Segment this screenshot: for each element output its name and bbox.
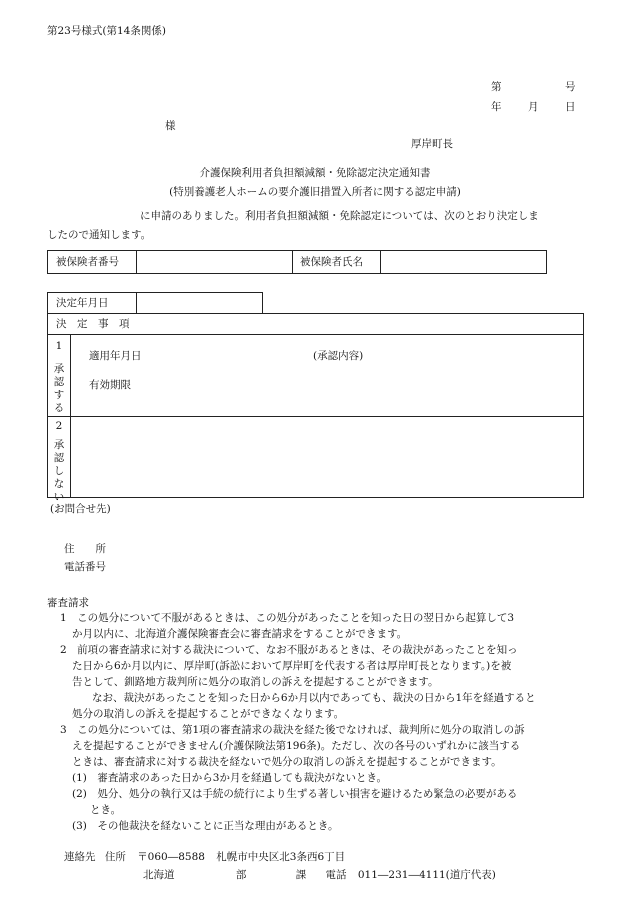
approve-side-label xyxy=(48,363,70,415)
disapprove-side-char: 承 xyxy=(53,439,65,451)
text-line: 処分の取消しの訴えを提起することができなくなります。 xyxy=(72,708,345,720)
document-number-suffix: 号 xyxy=(565,81,576,93)
form-number: 第23号様式(第14条関係) xyxy=(47,25,166,37)
document-number-label: 第 xyxy=(491,81,502,93)
intro-line-1: に申請のありました。利用者負担額減額・免除認定については、次のとおり決定しま xyxy=(140,210,539,222)
review-item-1: (1) 審査請求のあった日から3か月を経過しても裁決がないとき。 xyxy=(72,772,388,784)
decision-items-label: 決 定 事 項 xyxy=(56,318,130,330)
review-heading: 審査請求 xyxy=(47,597,89,609)
decision-date-table xyxy=(47,292,263,314)
review-item-2 xyxy=(72,786,517,818)
text-line: 2 前項の審査請求に対する裁決について、なお不服があるときは、その裁決があったことを知っ xyxy=(60,644,518,656)
row-divider xyxy=(48,334,583,335)
review-paragraph-1 xyxy=(60,610,514,642)
contact-department-suffix: 部 xyxy=(235,869,247,881)
approve-number: 1 xyxy=(55,340,63,352)
text-line: 1 この処分について不服があるときは、この処分があったことを知った日の翌日から起算して3 xyxy=(60,612,515,624)
decision-date-label: 決定年月日 xyxy=(56,297,109,309)
contact-address-label: 住所 xyxy=(104,851,126,863)
text-line: えを提起することができません(介護保険法第196条)。ただし、次の各号のいずれかに該当する xyxy=(72,740,521,752)
document-title: 介護保険利用者負担額減額・免除認定決定通知書 xyxy=(199,167,431,179)
disapprove-side-char: な xyxy=(53,478,65,490)
date-year-label: 年 xyxy=(491,101,502,113)
approve-side-char: す xyxy=(53,389,65,401)
valid-period-label: 有効期限 xyxy=(89,379,131,391)
contact-line-1 xyxy=(64,850,345,864)
inquiry-label: (お問合せ先) xyxy=(50,503,111,515)
insured-number-field[interactable] xyxy=(137,251,292,273)
contact-organization: 北海道 xyxy=(143,869,175,881)
text-line: ときは、審査請求に対する裁決を経ないで処分の取消しの訴えを提起することができます。 xyxy=(72,756,502,768)
disapprove-side-char: 認 xyxy=(53,452,65,464)
text-line: か月以内に、北海道介護保険審査会に審査請求をすることができます。 xyxy=(72,628,408,640)
contact-address: 札幌市中央区北3条西6丁目 xyxy=(216,851,346,863)
decision-date-field[interactable] xyxy=(137,293,262,313)
text-line: (2) 処分、処分の執行又は手続の続行により生ずる著しい損害を避けるため緊急の必要がある xyxy=(72,788,518,800)
apply-date-label: 適用年月日 xyxy=(89,350,142,362)
disapprove-side-char: い xyxy=(53,491,65,503)
text-line: とき。 xyxy=(90,804,122,816)
text-line: 告として、釧路地方裁判所に処分の取消しの訴えを提起することができます。 xyxy=(72,676,439,688)
date-month-label: 月 xyxy=(528,101,539,113)
review-paragraph-2-note xyxy=(72,690,536,722)
contact-tel-number: 011―231―4111(道庁代表) xyxy=(357,869,496,881)
inquiry-address-label: 住 所 xyxy=(64,543,106,555)
text-line: た日から6か月以内に、厚岸町(訴訟において厚岸町を代表する者は厚岸町長となります。)を被 xyxy=(72,660,512,672)
contact-section-suffix: 課 xyxy=(295,869,307,881)
issuer-name: 厚岸町長 xyxy=(411,138,453,150)
contact-line-2 xyxy=(143,868,496,882)
insured-name-field[interactable] xyxy=(381,251,546,273)
contact-postal-code: 〒060―8588 xyxy=(137,851,205,863)
approve-side-char: る xyxy=(53,402,65,414)
addressee-suffix: 様 xyxy=(165,120,176,132)
disapprove-side-label xyxy=(48,439,70,504)
approve-side-char: 認 xyxy=(53,376,65,388)
approve-side-char: 承 xyxy=(53,363,65,375)
insured-number-label: 被保険者番号 xyxy=(56,256,119,268)
contact-label: 連絡先 xyxy=(64,851,96,863)
row-divider xyxy=(48,416,583,417)
decision-items-table xyxy=(47,313,584,503)
contact-tel-label: 電話 xyxy=(325,869,347,881)
insured-info-table xyxy=(47,250,547,274)
intro-line-2: したので通知します。 xyxy=(47,229,152,241)
document-subtitle: (特別養護老人ホームの要介護旧措置入所者に関する認定申請) xyxy=(169,186,461,198)
review-paragraph-3 xyxy=(60,722,525,770)
text-line: なお、裁決があったことを知った日から6か月以内であっても、裁決の日から1年を経過すると xyxy=(92,692,536,704)
insured-name-label: 被保険者氏名 xyxy=(300,256,363,268)
text-line: 3 この処分については、第1項の審査請求の裁決を経た後でなければ、裁判所に処分の取消しの訴 xyxy=(60,724,525,736)
date-day-label: 日 xyxy=(565,101,576,113)
review-item-3: (3) その他裁決を経ないことに正当な理由があるとき。 xyxy=(72,820,339,832)
inquiry-tel-label: 電話番号 xyxy=(64,561,106,573)
review-paragraph-2 xyxy=(60,642,518,690)
disapprove-number: 2 xyxy=(55,420,63,432)
approval-content-label: (承認内容) xyxy=(313,350,364,362)
disapprove-side-char: し xyxy=(53,465,65,477)
